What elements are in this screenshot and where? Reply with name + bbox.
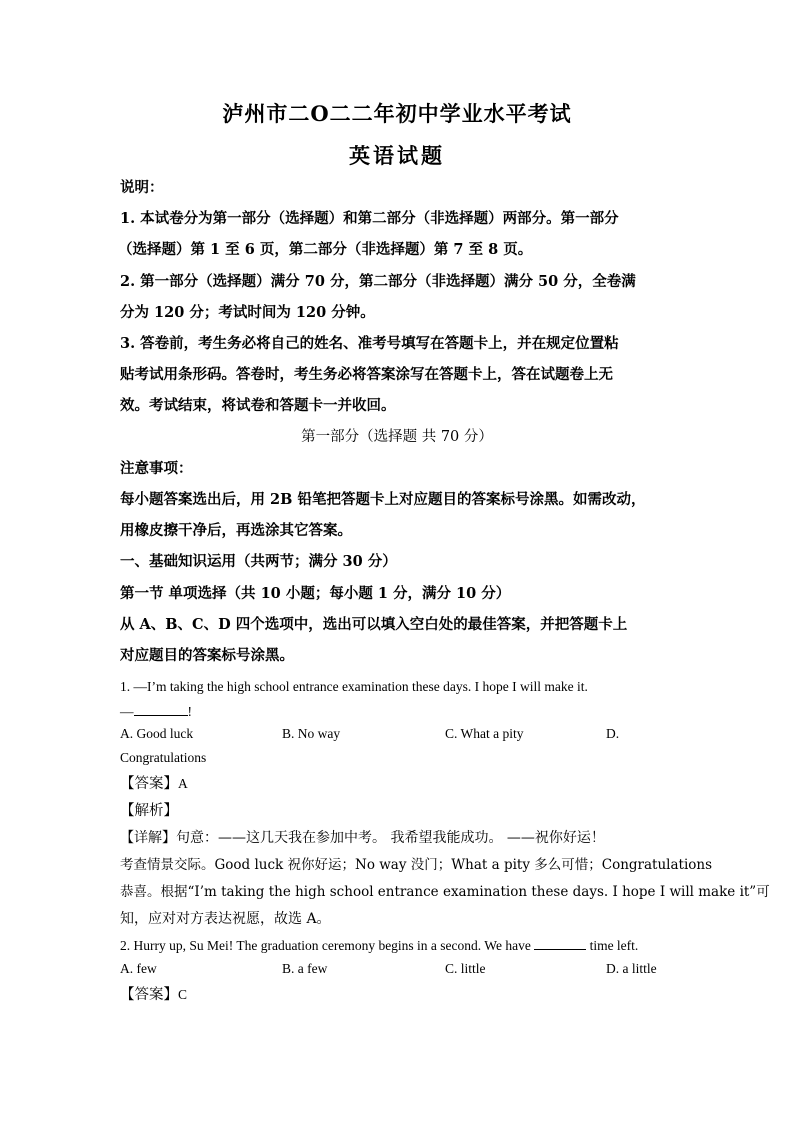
instruction-1-line-2: （选择题）第 1 至 6 页，第二部分（非选择题）第 7 至 8 页。: [118, 241, 533, 258]
question-1-detail-line-2: 考查情景交际。Good luck 祝你好运；No way 没门；What a pity 多么可惜；Congratulations: [120, 857, 713, 873]
question-1-dash: —: [120, 704, 134, 719]
question-1-analysis-label: 【解析】: [120, 803, 178, 819]
question-2-stem-prefix: 2. Hurry up, Su Mei! The graduation ceremony begins in a second. We have: [120, 938, 531, 953]
answer-label: 【答案】: [120, 776, 178, 792]
directions-line-1: 从 A、B、C、D 四个选项中，选出可以填入空白处的最佳答案，并把答题卡上: [120, 616, 628, 633]
question-1-option-c: C. What a pity: [445, 726, 524, 741]
question-1-option-d: D.: [606, 726, 620, 741]
subsection-1-heading: 第一节 单项选择（共 10 小题；每小题 1 分，满分 10 分）: [120, 585, 511, 602]
part1-heading: 第一部分（选择题 共 70 分）: [301, 429, 493, 445]
notice-line-1: 每小题答案选出后，用 2B 铅笔把答题卡上对应题目的答案标号涂黑。如需改动，: [120, 491, 646, 508]
question-2-option-d: D. a little: [606, 961, 657, 976]
instruction-2-line-2: 分为 120 分；考试时间为 120 分钟。: [120, 304, 375, 321]
exam-title: 泸州市二O二二年初中学业水平考试: [222, 101, 572, 126]
question-2-answer: [120, 985, 680, 1005]
question-1-option-b: B. No way: [282, 726, 341, 741]
question-1-blank: [134, 701, 188, 716]
question-2-stem: [120, 935, 680, 956]
answer-label: 【答案】: [120, 987, 178, 1003]
question-1-detail-line-4: 知，应对对方表达祝愿，故选 A。: [120, 911, 331, 927]
question-2-option-b: B. a few: [282, 961, 328, 976]
question-1-detail-line-3: 恭喜。根据“I’m taking the high school entrance examination these days. I hope I will make it”可: [120, 884, 770, 900]
exam-subtitle: 英语试题: [349, 143, 445, 168]
question-2-option-c: C. little: [445, 961, 486, 976]
instruction-2-line-1: 2. 第一部分（选择题）满分 70 分，第二部分（非选择题）满分 50 分，全卷满: [120, 273, 636, 290]
question-1-option-d-text: Congratulations: [120, 750, 207, 765]
notice-line-2: 用橡皮擦干净后，再选涂其它答案。: [120, 522, 352, 539]
instruction-3-line-1: 3. 答卷前，考生务必将自己的姓名、准考号填写在答题卡上，并在规定位置粘: [120, 335, 619, 352]
notice-label: 注意事项：: [120, 460, 193, 477]
question-1-exclaim: !: [187, 704, 192, 719]
instruction-3-line-3: 效。考试结束，将试卷和答题卡一并收回。: [120, 397, 396, 414]
directions-line-2: 对应题目的答案标号涂黑。: [120, 647, 294, 664]
question-1-answer-value: A: [178, 776, 188, 791]
question-1-answer: [120, 774, 680, 794]
question-1-stem-line-2: [120, 701, 680, 722]
question-2-answer-value: C: [178, 987, 188, 1002]
instruction-3-line-2: 贴考试用条形码。答卷时，考生务必将答案涂写在答题卡上，答在试题卷上无: [120, 366, 613, 383]
question-1-option-a: A. Good luck: [120, 726, 194, 741]
question-2-blank: [534, 935, 586, 950]
instructions-label: 说明：: [120, 179, 164, 196]
question-1-detail-line-1: 【详解】句意：——这几天我在参加中考。 我希望我能成功。 ——祝你好运！: [120, 830, 605, 846]
question-2-stem-suffix: time left.: [589, 938, 639, 953]
instruction-1-line-1: 1. 本试卷分为第一部分（选择题）和第二部分（非选择题）两部分。第一部分: [120, 210, 619, 227]
question-2-option-a: A. few: [120, 961, 157, 976]
section-1-heading: 一、基础知识运用（共两节；满分 30 分）: [120, 553, 397, 570]
question-1-stem-line-1: 1. —I’m taking the high school entrance examination these days. I hope I will make it.: [120, 679, 588, 694]
